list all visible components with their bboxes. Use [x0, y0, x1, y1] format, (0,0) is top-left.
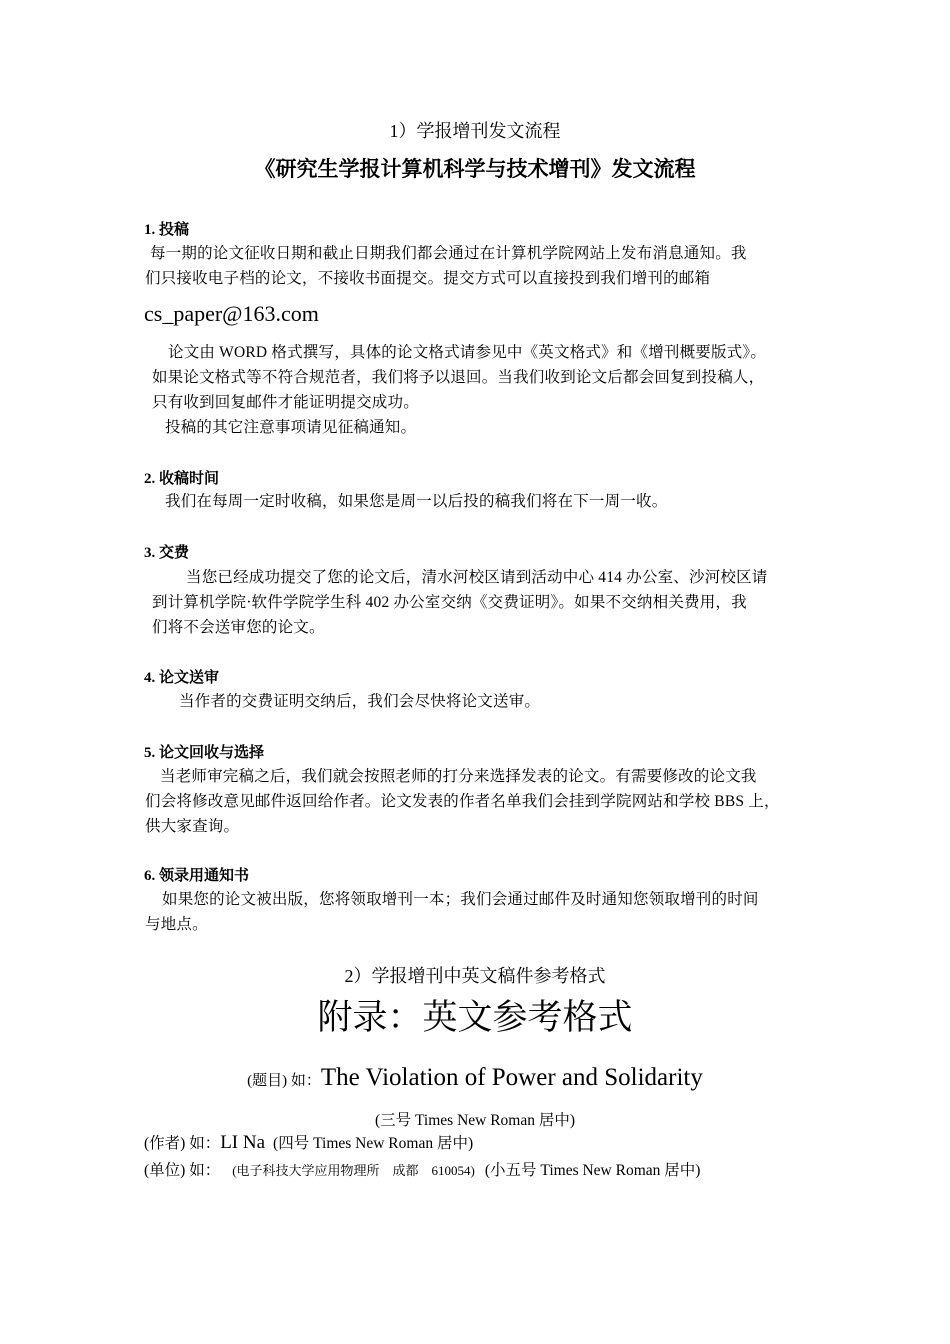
text-line: 当您已经成功提交了您的论文后，清水河校区请到活动中心 414 办公室、沙河校区请 [186, 569, 768, 586]
text-line: 与地点。 [145, 916, 208, 933]
text-line: 投稿的其它注意事项请见征稿通知。 [165, 419, 417, 436]
para-review [179, 689, 540, 714]
text-line: 当作者的交费证明交纳后，我们会尽快将论文送审。 [179, 693, 541, 710]
author-prefix: (作者) 如： [144, 1135, 221, 1152]
text-line: 论文由 WORD 格式撰写，具体的论文格式请参见中《英文格式》和《增刊概要版式》。 [168, 344, 767, 361]
para-notice [145, 887, 759, 937]
text-line: 如果您的论文被出版，您将领取增刊一本；我们会通过邮件及时通知您领取增刊的时间 [162, 891, 759, 908]
paper-title-example: The Violation of Power and Solidarity [320, 1064, 703, 1091]
text-line: 到计算机学院·软件学院学生科 402 办公室交纳《交费证明》。如果不交纳相关费用，我 [152, 594, 747, 611]
text-line: 们只接收电子档的论文，不接收书面提交。提交方式可以直接投到我们增刊的邮箱 [145, 270, 711, 287]
para-fee [152, 565, 768, 640]
para-receive-time [165, 489, 667, 514]
affiliation-prefix: (单位) 如： [144, 1162, 221, 1179]
author-line [144, 1131, 473, 1154]
text-line: 如果论文格式等不符合规范者，我们将予以退回。当我们收到论文后都会回复到投稿人， [152, 369, 765, 386]
author-note: (四号 Times New Roman 居中) [273, 1135, 474, 1152]
text-line: 当老师审完稿之后，我们就会按照老师的打分来选择发表的论文。有需要修改的论文我 [160, 768, 757, 785]
author-example: LI Na [220, 1132, 266, 1153]
paper-title-prefix: (题目) 如： [247, 1073, 321, 1089]
heading-review: 4. 论文送审 [144, 670, 220, 686]
heading-notice: 6. 领录用通知书 [144, 868, 250, 884]
para-selection [145, 764, 780, 839]
affiliation-example: (电子科技大学应用物理所 成都 610054) [232, 1163, 475, 1178]
email-address: cs_paper@163.com [144, 301, 319, 326]
heading-fee: 3. 交费 [144, 545, 190, 561]
text-line: 我们在每周一定时收稿，如果您是周一以后投的稿我们将在下一周一收。 [165, 493, 668, 510]
heading-selection: 5. 论文回收与选择 [144, 745, 265, 761]
affiliation-note: (小五号 Times New Roman 居中) [484, 1162, 701, 1179]
text-line: 们将不会送审您的论文。 [152, 619, 325, 636]
paper-title-line [0, 1064, 950, 1092]
text-line: 每一期的论文征收日期和截止日期我们都会通过在计算机学院网站上发布消息通知。我 [150, 245, 747, 262]
heading-submit: 1. 投稿 [144, 222, 190, 238]
paper-title-note: (三号 Times New Roman 居中) [374, 1112, 576, 1129]
affiliation-line [144, 1158, 700, 1180]
text-line: 供大家查询。 [145, 818, 240, 835]
text-line: 只有收到回复邮件才能证明提交成功。 [152, 394, 419, 411]
heading-receive-time: 2. 收稿时间 [144, 471, 220, 487]
section1-subtitle: 1）学报增刊发文流程 [389, 121, 561, 141]
para-submit [145, 241, 747, 291]
para-format [152, 340, 766, 440]
text-line: 们会将修改意见邮件返回给作者。论文发表的作者名单我们会挂到学院网站和学校 BBS 上， [145, 793, 780, 810]
appendix-title: 附录：英文参考格式 [317, 998, 633, 1038]
section2-subtitle: 2）学报增刊中英文稿件参考格式 [344, 966, 606, 986]
page-title: 《研究生学报计算机科学与技术增刊》发文流程 [254, 157, 696, 181]
